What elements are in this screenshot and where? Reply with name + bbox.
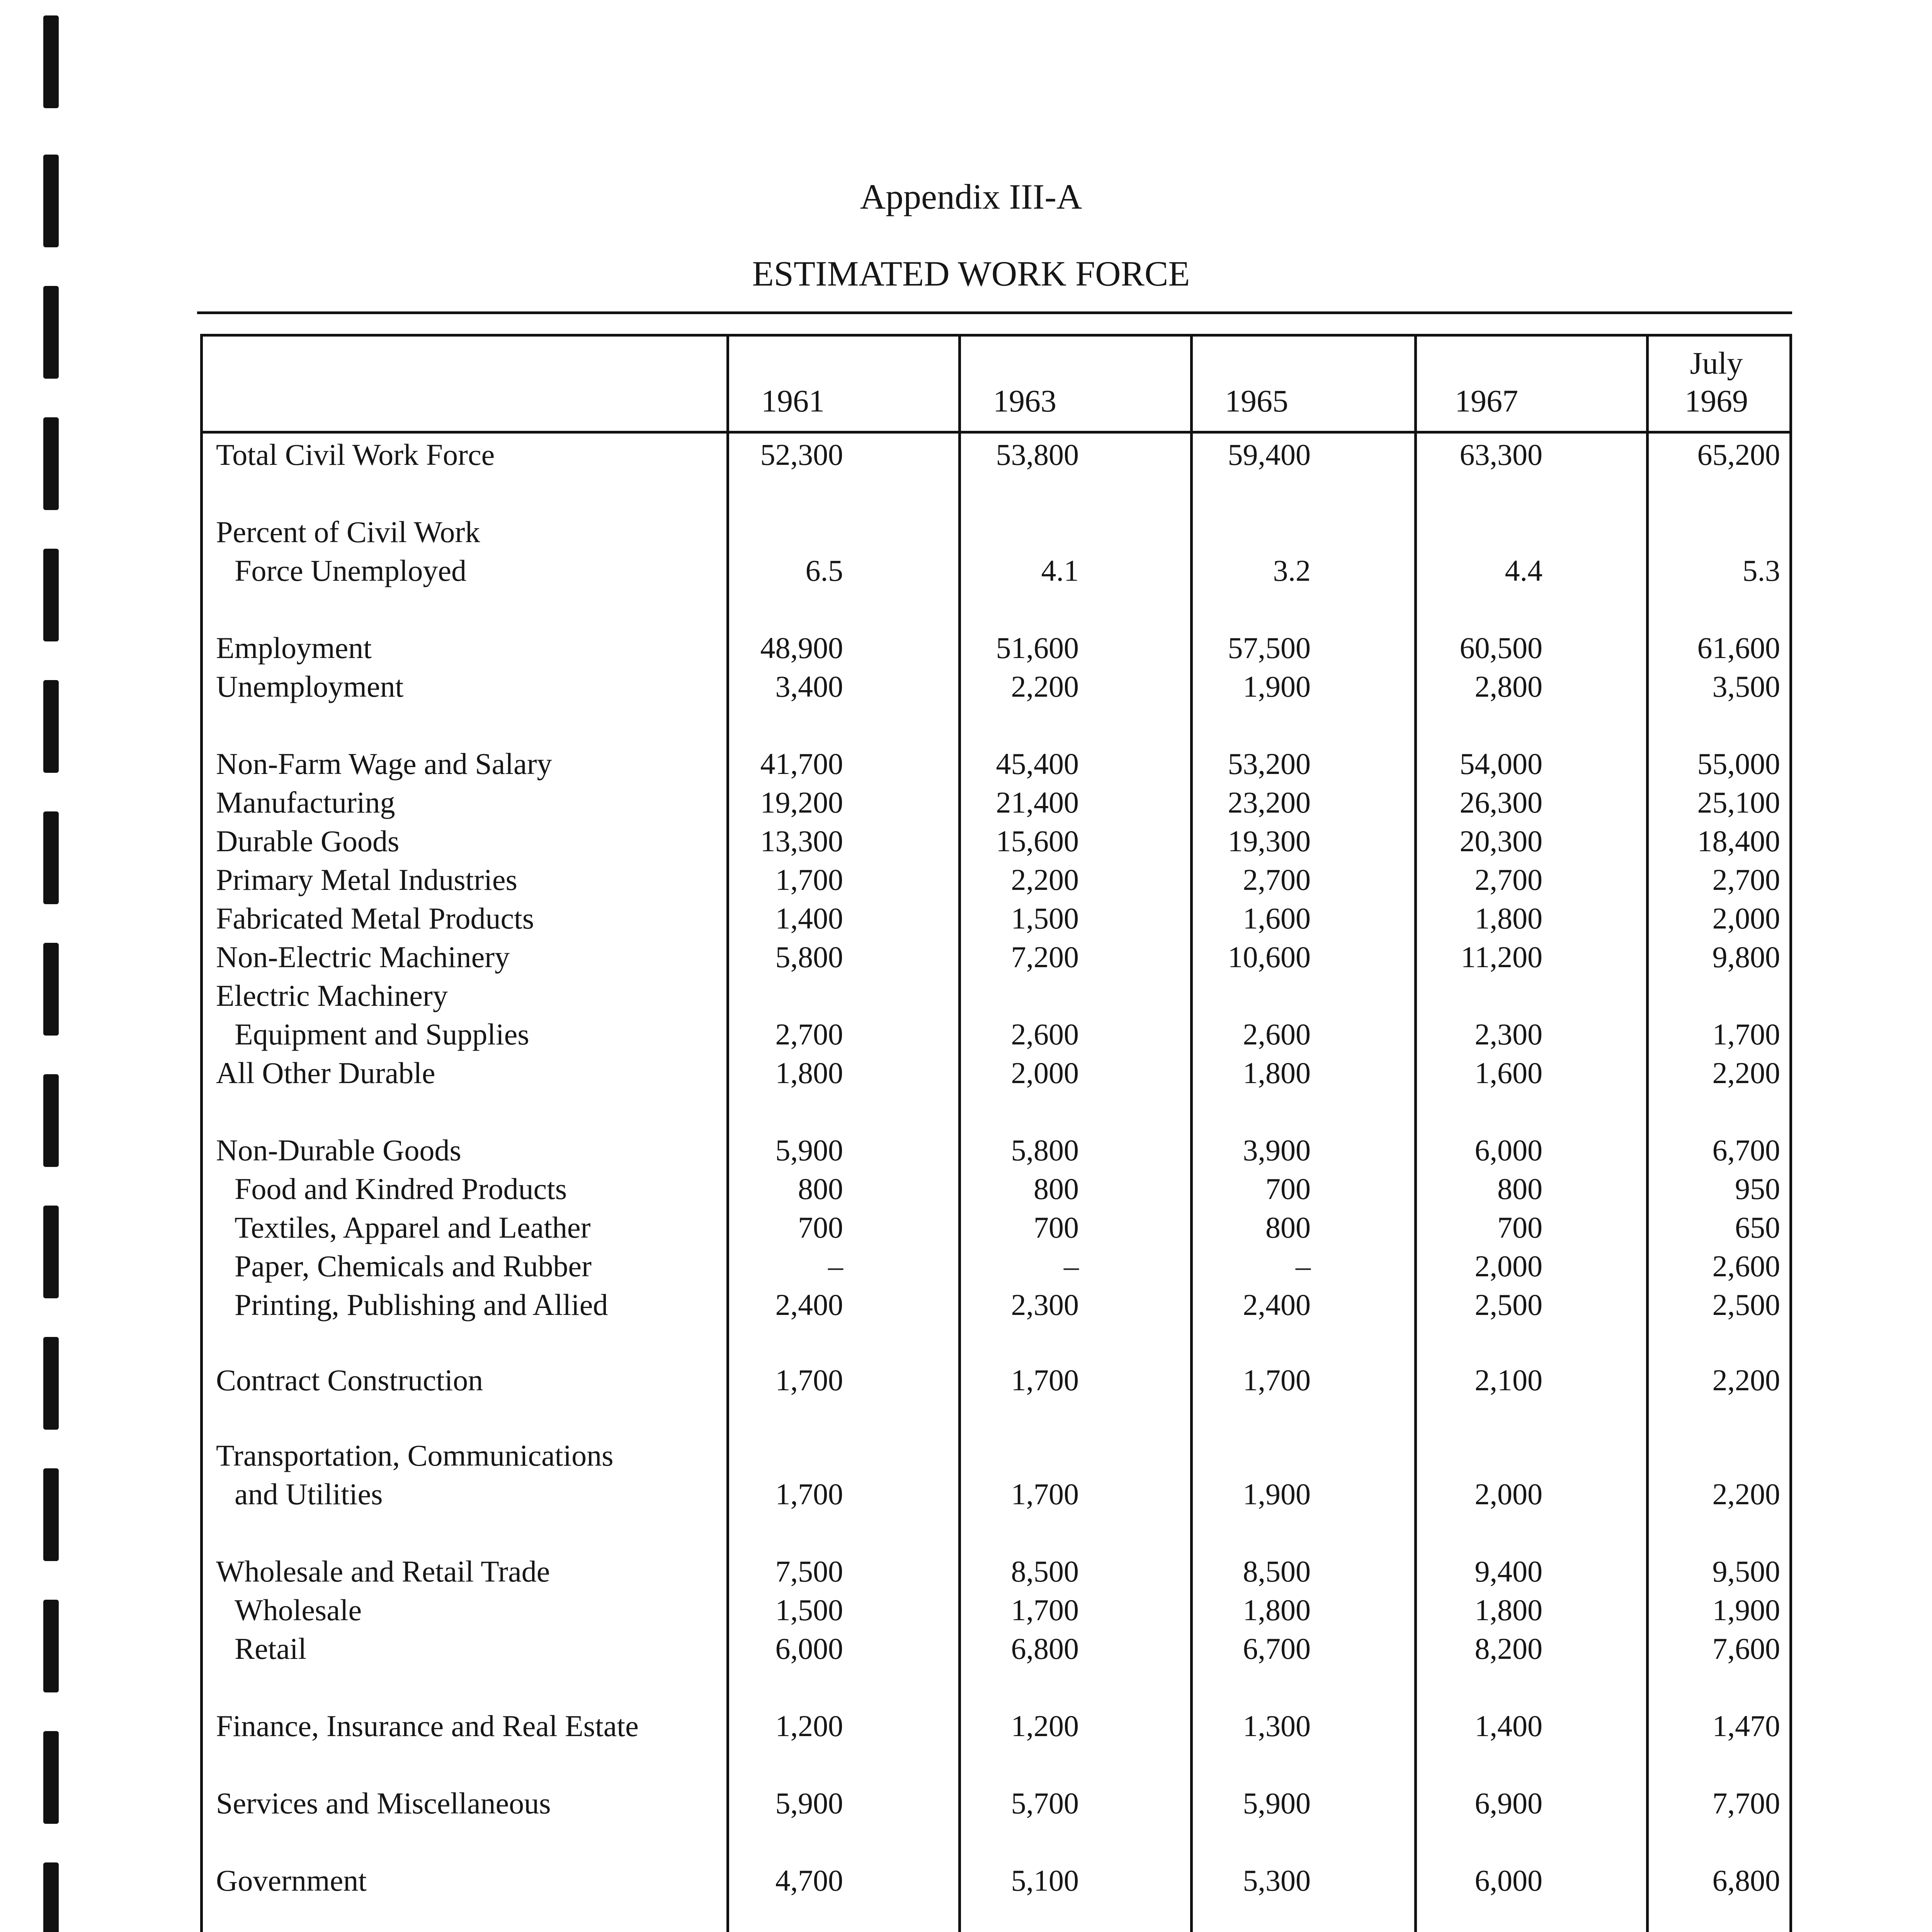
table-cell: 8,200 xyxy=(1475,1632,1543,1665)
binding-hole xyxy=(43,1862,59,1932)
table-cell: 11,200 xyxy=(1461,940,1543,974)
table-cell: 60,500 xyxy=(1459,631,1543,665)
table-cell: 2,200 xyxy=(1712,1363,1780,1397)
table-cell: 1,900 xyxy=(1712,1593,1780,1627)
row-label: Fabricated Metal Products xyxy=(216,901,534,935)
table-cell: 800 xyxy=(1497,1172,1543,1206)
table-cell: 950 xyxy=(1735,1172,1780,1206)
table-cell: 1,700 xyxy=(775,1363,843,1397)
table-cell: 1,700 xyxy=(1011,1477,1079,1511)
row-label: All Other Durable xyxy=(216,1056,435,1090)
row-label: Non-Durable Goods xyxy=(216,1133,461,1167)
column-header-year: 1969 xyxy=(1685,383,1748,418)
table-cell: 5,900 xyxy=(1243,1786,1311,1820)
column-header-year: 1967 xyxy=(1455,383,1518,418)
table-cell: 2,300 xyxy=(1011,1288,1079,1321)
table-cell: 1,300 xyxy=(1243,1709,1311,1743)
work-force-table xyxy=(200,334,1792,1932)
table-cell: 1,200 xyxy=(1011,1709,1079,1743)
row-label: Non-Farm Wage and Salary xyxy=(216,747,552,781)
table-cell: 1,800 xyxy=(775,1056,843,1090)
table-cell: 3,500 xyxy=(1712,670,1780,703)
binding-hole xyxy=(43,1600,59,1692)
table-cell: 1,500 xyxy=(775,1593,843,1627)
column-header-line1: July xyxy=(1690,345,1743,381)
row-label: Government xyxy=(216,1864,367,1897)
binding-hole xyxy=(43,1731,59,1824)
table-cell: 9,500 xyxy=(1712,1554,1780,1588)
binding-hole xyxy=(43,1206,59,1298)
column-header-year: 1965 xyxy=(1225,383,1288,418)
table-cell: 1,500 xyxy=(1011,901,1079,935)
table-cell: 4.1 xyxy=(1041,554,1079,587)
column-header xyxy=(924,344,1125,420)
header-divider xyxy=(203,431,1789,434)
row-label: Finance, Insurance and Real Estate xyxy=(216,1709,639,1743)
binding-hole xyxy=(43,811,59,904)
table-cell: 2,000 xyxy=(1011,1056,1079,1090)
table-cell: 6,000 xyxy=(775,1632,843,1665)
table-cell: 63,300 xyxy=(1459,438,1543,471)
binding-hole xyxy=(43,943,59,1036)
table-cell: 2,500 xyxy=(1475,1288,1543,1321)
table-cell: 23,200 xyxy=(1228,786,1311,819)
table-cell: 2,200 xyxy=(1011,863,1079,896)
table-cell: 1,600 xyxy=(1475,1056,1543,1090)
table-cell: 700 xyxy=(1497,1211,1543,1244)
table-cell: 1,600 xyxy=(1243,901,1311,935)
binding-hole xyxy=(43,15,59,108)
row-label: Primary Metal Industries xyxy=(216,863,517,896)
table-cell: 5,100 xyxy=(1011,1864,1079,1897)
row-label: Contract Construction xyxy=(216,1363,483,1397)
table-cell: 5,900 xyxy=(775,1133,843,1167)
row-label: Durable Goods xyxy=(216,824,400,858)
table-cell: 21,400 xyxy=(996,786,1079,819)
table-cell: 1,700 xyxy=(1243,1363,1311,1397)
table-cell: 59,400 xyxy=(1228,438,1311,471)
column-header xyxy=(1156,344,1357,420)
table-cell: 2,700 xyxy=(1243,863,1311,896)
table-cell: 1,700 xyxy=(1712,1017,1780,1051)
table-cell: 2,600 xyxy=(1243,1017,1311,1051)
table-cell: 4,700 xyxy=(775,1864,843,1897)
column-header-line1 xyxy=(1386,344,1587,382)
row-label: Percent of Civil Work xyxy=(216,515,480,549)
table-cell: 53,200 xyxy=(1228,747,1311,781)
table-cell: 10,600 xyxy=(1228,940,1311,974)
row-label: Textiles, Apparel and Leather xyxy=(235,1211,591,1244)
row-label: Paper, Chemicals and Rubber xyxy=(235,1249,592,1283)
table-cell: 53,800 xyxy=(996,438,1079,471)
table-cell: 3,400 xyxy=(775,670,843,703)
table-cell: 700 xyxy=(1034,1211,1079,1244)
table-cell: 3,900 xyxy=(1243,1133,1311,1167)
table-cell: 2,200 xyxy=(1011,670,1079,703)
table-cell: 7,200 xyxy=(1011,940,1079,974)
table-cell: – xyxy=(828,1249,843,1283)
table-cell: 5,900 xyxy=(775,1786,843,1820)
table-cell: 48,900 xyxy=(760,631,843,665)
table-cell: 7,500 xyxy=(775,1554,843,1588)
table-cell: 6,700 xyxy=(1243,1632,1311,1665)
table-cell: 2,200 xyxy=(1712,1056,1780,1090)
table-cell: 1,800 xyxy=(1243,1056,1311,1090)
table-cell: 20,300 xyxy=(1459,824,1543,858)
table-cell: 1,700 xyxy=(775,863,843,896)
row-label: Retail xyxy=(235,1632,307,1665)
row-label: Services and Miscellaneous xyxy=(216,1786,551,1820)
table-cell: 26,300 xyxy=(1459,786,1543,819)
table-cell: 55,000 xyxy=(1697,747,1780,781)
table-cell: 5,800 xyxy=(775,940,843,974)
row-label: Electric Machinery xyxy=(216,979,448,1012)
column-header xyxy=(1386,344,1587,420)
table-title: ESTIMATED WORK FORCE xyxy=(752,254,1190,293)
row-label: Force Unemployed xyxy=(235,554,467,587)
table-cell: 7,700 xyxy=(1712,1786,1780,1820)
row-label: Total Civil Work Force xyxy=(216,438,495,471)
appendix-title: Appendix III-A xyxy=(860,177,1082,216)
row-label: Printing, Publishing and Allied xyxy=(235,1288,608,1321)
table-cell: 61,600 xyxy=(1697,631,1780,665)
table-cell: 2,400 xyxy=(775,1288,843,1321)
table-cell: 2,600 xyxy=(1011,1017,1079,1051)
table-cell: 1,700 xyxy=(1011,1363,1079,1397)
table-cell: 6,000 xyxy=(1475,1864,1543,1897)
table-cell: 1,700 xyxy=(1011,1593,1079,1627)
table-cell: 3.2 xyxy=(1273,554,1311,587)
table-cell: 6,000 xyxy=(1475,1133,1543,1167)
table-cell: 2,200 xyxy=(1712,1477,1780,1511)
table-cell: 5,300 xyxy=(1243,1864,1311,1897)
table-cell: 8,500 xyxy=(1011,1554,1079,1588)
column-header xyxy=(692,344,893,420)
table-cell: 57,500 xyxy=(1228,631,1311,665)
table-cell: 19,200 xyxy=(760,786,843,819)
column-header-line1 xyxy=(924,344,1125,382)
table-cell: – xyxy=(1296,1249,1311,1283)
table-cell: 1,470 xyxy=(1712,1709,1780,1743)
table-cell: 2,600 xyxy=(1712,1249,1780,1283)
table-cell: 6,900 xyxy=(1475,1786,1543,1820)
table-cell: 6,800 xyxy=(1712,1864,1780,1897)
row-label: Equipment and Supplies xyxy=(235,1017,529,1051)
table-cell: 1,800 xyxy=(1243,1593,1311,1627)
row-label: Transportation, Communications xyxy=(216,1439,614,1472)
table-cell: 13,300 xyxy=(760,824,843,858)
row-label: Non-Electric Machinery xyxy=(216,940,510,974)
table-cell: 5.3 xyxy=(1742,554,1780,587)
table-cell: 2,500 xyxy=(1712,1288,1780,1321)
table-cell: 2,000 xyxy=(1475,1249,1543,1283)
binding-hole xyxy=(43,1337,59,1430)
table-cell: 7,600 xyxy=(1712,1632,1780,1665)
table-cell: 1,200 xyxy=(775,1709,843,1743)
table-cell: 1,800 xyxy=(1475,901,1543,935)
table-cell: 9,400 xyxy=(1475,1554,1543,1588)
table-cell: 45,400 xyxy=(996,747,1079,781)
row-label: Employment xyxy=(216,631,372,665)
table-cell: 51,600 xyxy=(996,631,1079,665)
table-cell: 2,800 xyxy=(1475,670,1543,703)
table-cell: 1,800 xyxy=(1475,1593,1543,1627)
table-cell: 2,100 xyxy=(1475,1363,1543,1397)
row-label: Manufacturing xyxy=(216,786,395,819)
table-cell: – xyxy=(1064,1249,1079,1283)
table-cell: 2,400 xyxy=(1243,1288,1311,1321)
binding-hole xyxy=(43,417,59,510)
table-cell: 800 xyxy=(1265,1211,1311,1244)
title-rule xyxy=(197,311,1792,314)
table-cell: 18,400 xyxy=(1697,824,1780,858)
table-cell: 15,600 xyxy=(996,824,1079,858)
row-label: Food and Kindred Products xyxy=(235,1172,567,1206)
table-cell: 700 xyxy=(798,1211,843,1244)
table-cell: 65,200 xyxy=(1697,438,1780,471)
table-cell: 5,800 xyxy=(1011,1133,1079,1167)
column-header-year: 1963 xyxy=(993,383,1056,418)
table-cell: 1,900 xyxy=(1243,1477,1311,1511)
table-cell: 4.4 xyxy=(1505,554,1543,587)
table-cell: 52,300 xyxy=(760,438,843,471)
table-cell: 25,100 xyxy=(1697,786,1780,819)
table-cell: 2,700 xyxy=(1475,863,1543,896)
table-cell: 1,700 xyxy=(775,1477,843,1511)
table-cell: 1,900 xyxy=(1243,670,1311,703)
binding-hole xyxy=(43,1468,59,1561)
table-cell: 9,800 xyxy=(1712,940,1780,974)
table-cell: 54,000 xyxy=(1459,747,1543,781)
table-cell: 2,000 xyxy=(1712,901,1780,935)
table-cell: 800 xyxy=(798,1172,843,1206)
table-cell: 800 xyxy=(1034,1172,1079,1206)
table-cell: 2,700 xyxy=(775,1017,843,1051)
table-cell: 41,700 xyxy=(760,747,843,781)
table-cell: 700 xyxy=(1265,1172,1311,1206)
table-cell: 1,400 xyxy=(775,901,843,935)
column-header-year: 1961 xyxy=(761,383,825,418)
table-cell: 5,700 xyxy=(1011,1786,1079,1820)
binding-hole xyxy=(43,286,59,379)
column-header-line1 xyxy=(692,344,893,382)
row-label: Unemployment xyxy=(216,670,404,703)
table-cell: 8,500 xyxy=(1243,1554,1311,1588)
table-cell: 650 xyxy=(1735,1211,1780,1244)
row-label: and Utilities xyxy=(235,1477,383,1511)
binding-hole xyxy=(43,680,59,773)
table-cell: 2,300 xyxy=(1475,1017,1543,1051)
table-cell: 2,000 xyxy=(1475,1477,1543,1511)
row-label: Wholesale xyxy=(235,1593,362,1627)
table-cell: 6,800 xyxy=(1011,1632,1079,1665)
table-cell: 6.5 xyxy=(805,554,843,587)
binding-hole xyxy=(43,549,59,641)
table-cell: 2,700 xyxy=(1712,863,1780,896)
column-header xyxy=(1616,344,1817,420)
row-label: Wholesale and Retail Trade xyxy=(216,1554,550,1588)
binding-hole xyxy=(43,1074,59,1167)
column-header-line1 xyxy=(1156,344,1357,382)
table-cell: 6,700 xyxy=(1712,1133,1780,1167)
table-cell: 1,400 xyxy=(1475,1709,1543,1743)
table-cell: 19,300 xyxy=(1228,824,1311,858)
